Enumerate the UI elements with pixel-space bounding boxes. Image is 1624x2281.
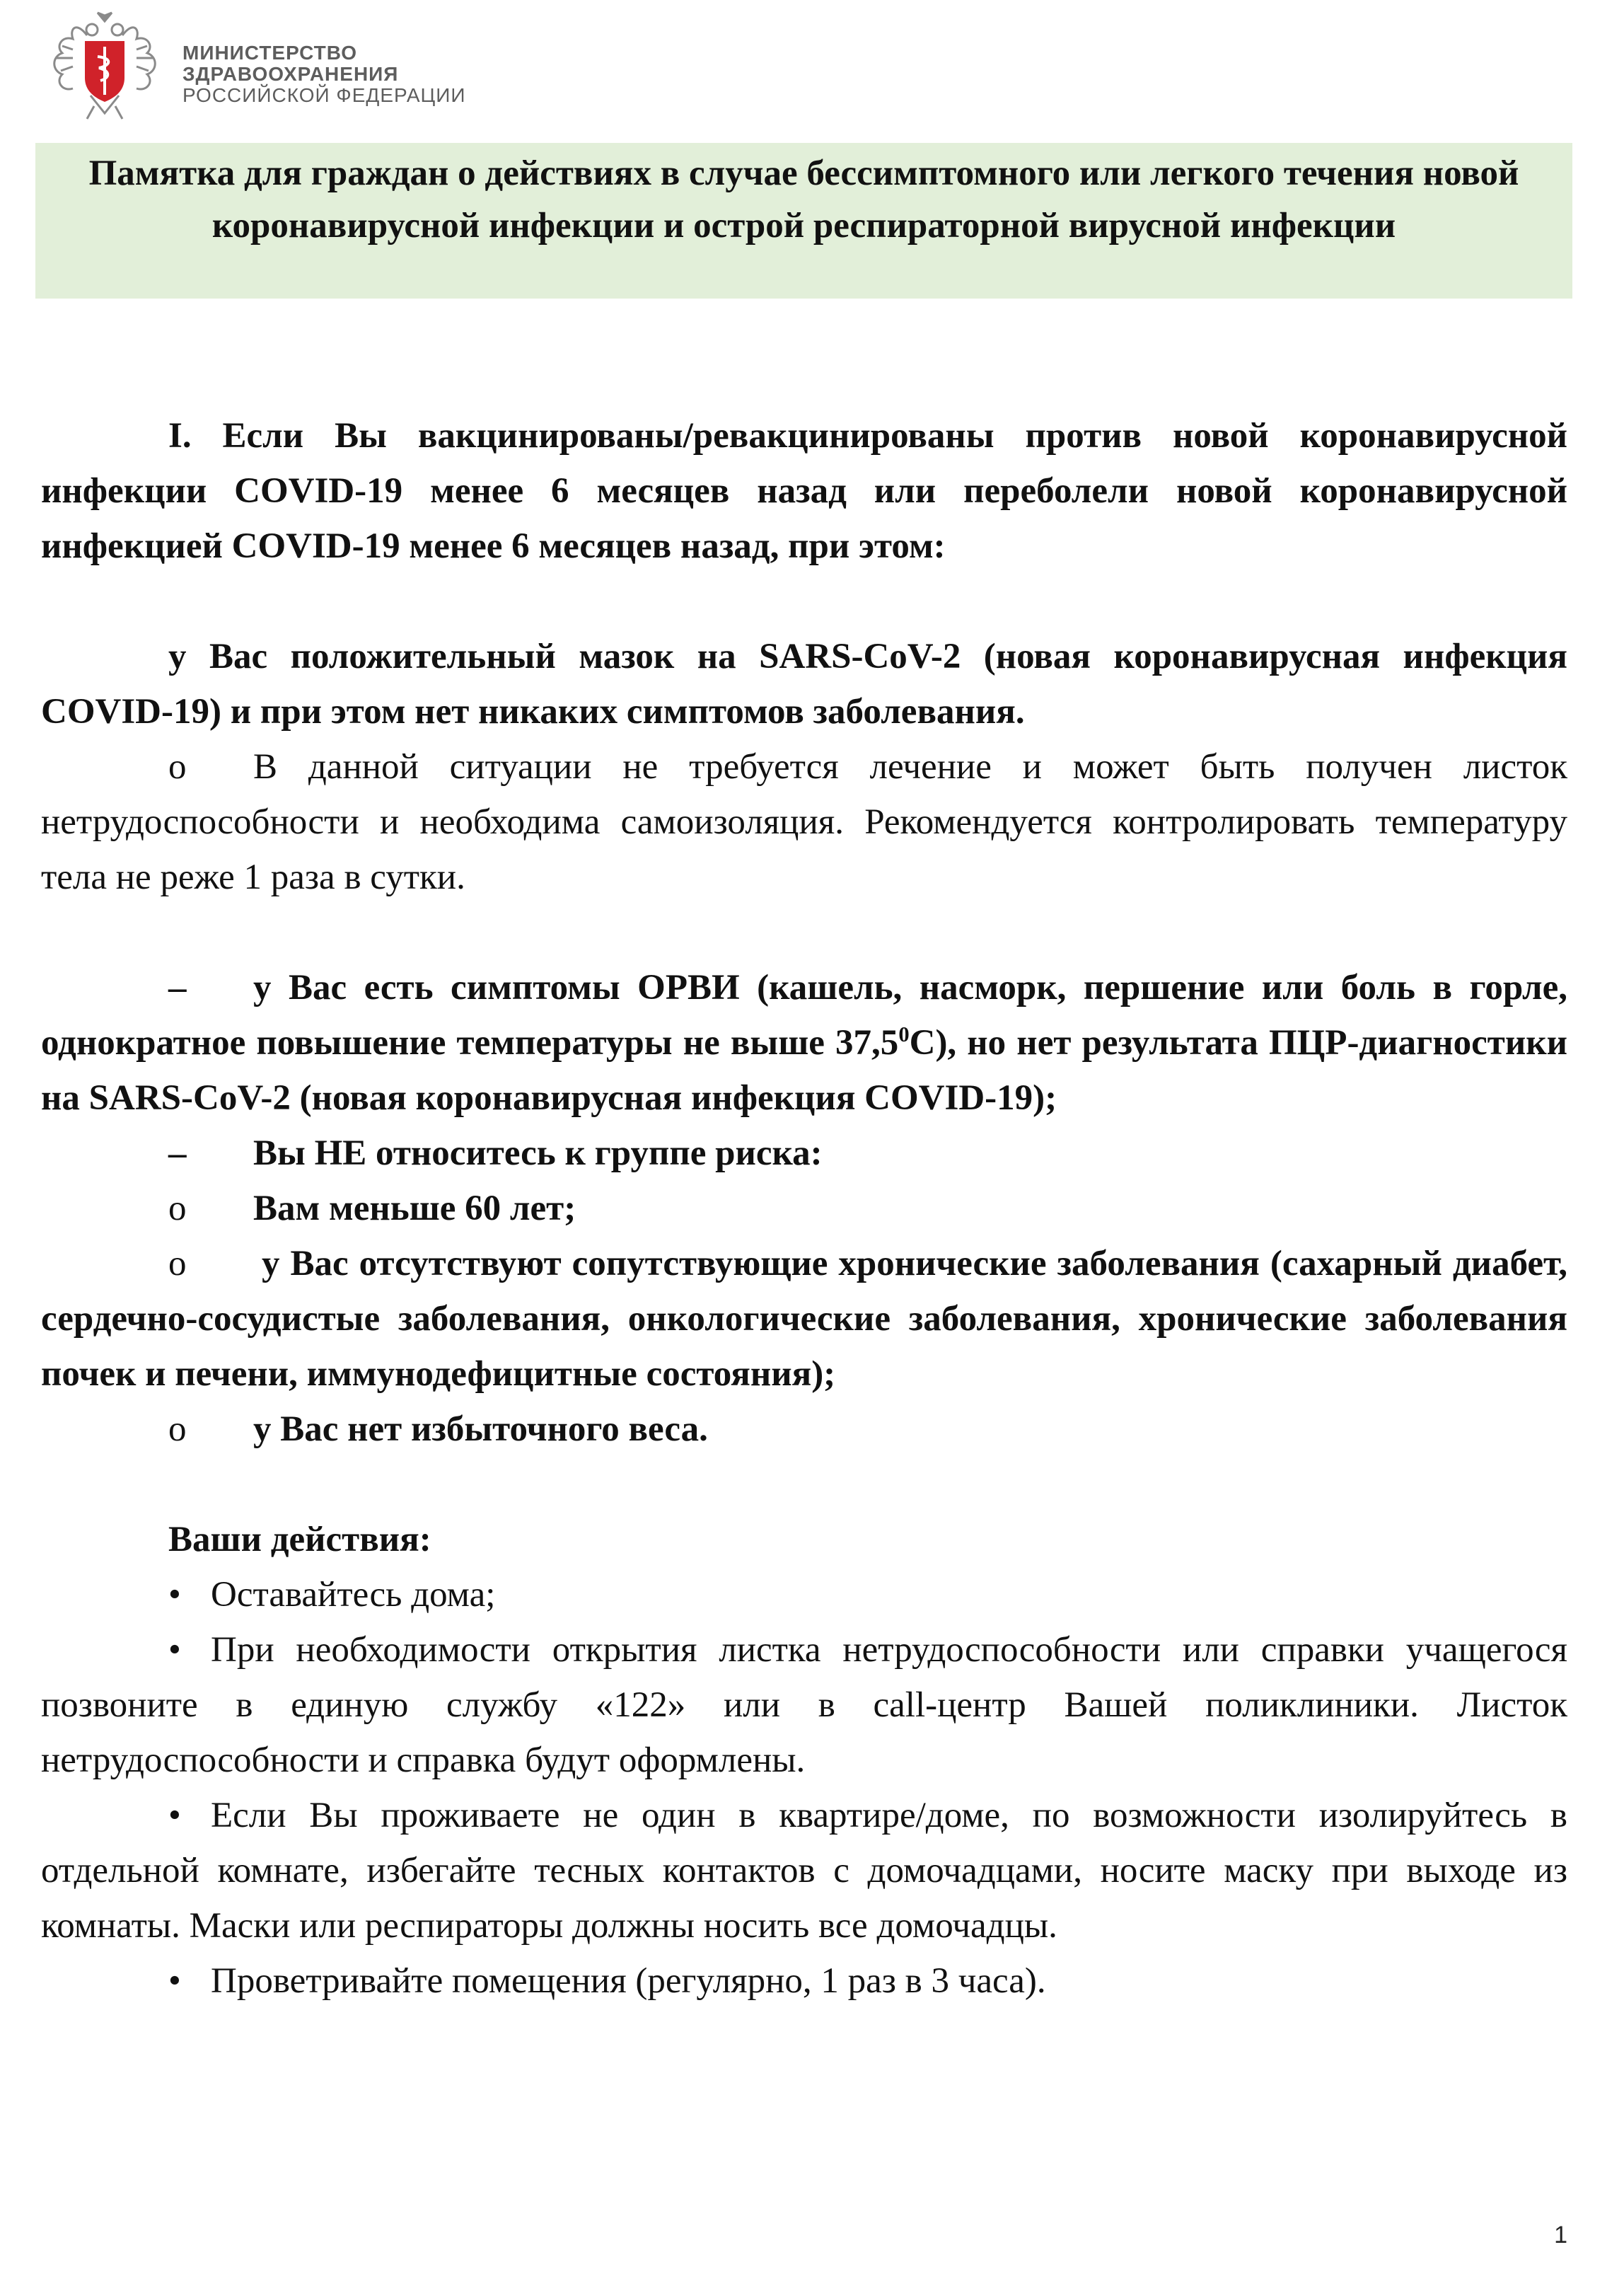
positive-swab-note-text: В данной ситуации не требуется лечение и может быть получен листок нетрудоспособности и необходима самоизоляция. Рекомендуется контролировать температуру тела не реже 1 раза в сутки. (41, 747, 1567, 897)
action-item-3-text: Если Вы проживаете не один в квартире/доме, по возможности изолируйтесь в отдельной комнате, избегайте тесных контактов с домочадцами, носите маску при выходе из комнаты. Маски или респираторы должны носить все домочадцы. (41, 1796, 1567, 1946)
weight-condition-text: у Вас нет избыточного веса. (253, 1409, 708, 1449)
bullet-icon: • (168, 1961, 181, 2001)
positive-swab-note (41, 739, 1567, 905)
case-orvi-symptoms (41, 960, 1567, 1126)
action-item-2 (41, 1622, 1567, 1788)
ministry-name (182, 42, 465, 106)
action-item-3 (41, 1788, 1567, 1953)
bullet-icon: • (168, 1630, 181, 1670)
case-positive-swab: у Вас положительный мазок на SARS-CoV-2 (новая коронавирусная инфекция COVID-19) и при этом нет никаких симптомов заболевания. (41, 637, 1567, 732)
age-condition (41, 1181, 1567, 1236)
actions-heading: Ваши действия: (168, 1520, 431, 1559)
action-item-1-text: Оставайтесь дома; (211, 1575, 496, 1615)
action-item-2-text: При необходимости открытия листка нетрудоспособности или справки учащегося позвоните в единую службу «122» или в call-центр Вашей поликлиники. Листок нетрудоспособности и справка будут оформлены. (41, 1630, 1567, 1780)
action-item-4 (41, 1953, 1567, 2009)
ministry-line-1: МИНИСТЕРСТВО (182, 42, 358, 64)
weight-condition (41, 1402, 1567, 1457)
degree-superscript: 0 (898, 1022, 910, 1046)
age-condition-text: Вам меньше 60 лет; (253, 1189, 576, 1228)
ministry-emblem-icon (48, 7, 161, 124)
ministry-line-2: ЗДРАВООХРАНЕНИЯ (182, 63, 399, 85)
circle-bullet-icon: o (168, 747, 187, 787)
action-item-4-text: Проветривайте помещения (регулярно, 1 раз в 3 часа). (211, 1961, 1046, 2001)
document-title: Памятка для граждан о действиях в случае бессимптомного или легкого течения новой коронавирусной инфекции и острой респираторной вирусной инфекции (88, 154, 1519, 246)
bullet-icon: • (168, 1796, 181, 1835)
chronic-condition-text: у Вас отсутствуют сопутствующие хронические заболевания (сахарный диабет, сердечно-сосудистые заболевания, онкологические заболевания, хронические заболевания почек и печени, иммунодефицитные состояния); (41, 1244, 1567, 1394)
circle-bullet-icon: o (168, 1189, 187, 1228)
case-orvi-text-1: у Вас есть симптомы ОРВИ (кашель, насморк, першение или боль в горле, однократное повышение температуры не выше 37,5 (41, 968, 1567, 1063)
not-risk-group (41, 1126, 1567, 1181)
circle-bullet-icon: o (168, 1409, 187, 1449)
section-1-heading: I. Если Вы вакцинированы/ревакцинированы против новой коронавирусной инфекции COVID-19 менее 6 месяцев назад или переболели новой коронавирусной инфекцией COVID-19 менее 6 месяцев назад, при этом: (41, 416, 1567, 566)
action-item-1 (41, 1567, 1567, 1622)
case-orvi-text-2: С), но нет результата ПЦР-диагностики на SARS-CoV-2 (новая коронавирусная инфекция COVID-19); (41, 1023, 1568, 1118)
circle-bullet-icon: o (168, 1244, 187, 1283)
document-body (41, 408, 1567, 2009)
dash-bullet-icon: – (168, 968, 187, 1007)
dash-bullet-icon: – (168, 1133, 187, 1173)
chronic-condition (41, 1236, 1567, 1402)
ministry-header (48, 7, 543, 124)
ministry-line-3: РОССИЙСКОЙ ФЕДЕРАЦИИ (182, 84, 466, 106)
page-number: 1 (1554, 2222, 1567, 2248)
bullet-icon: • (168, 1575, 181, 1615)
title-box (35, 143, 1572, 299)
not-risk-group-text: Вы НЕ относитесь к группе риска: (253, 1133, 823, 1173)
